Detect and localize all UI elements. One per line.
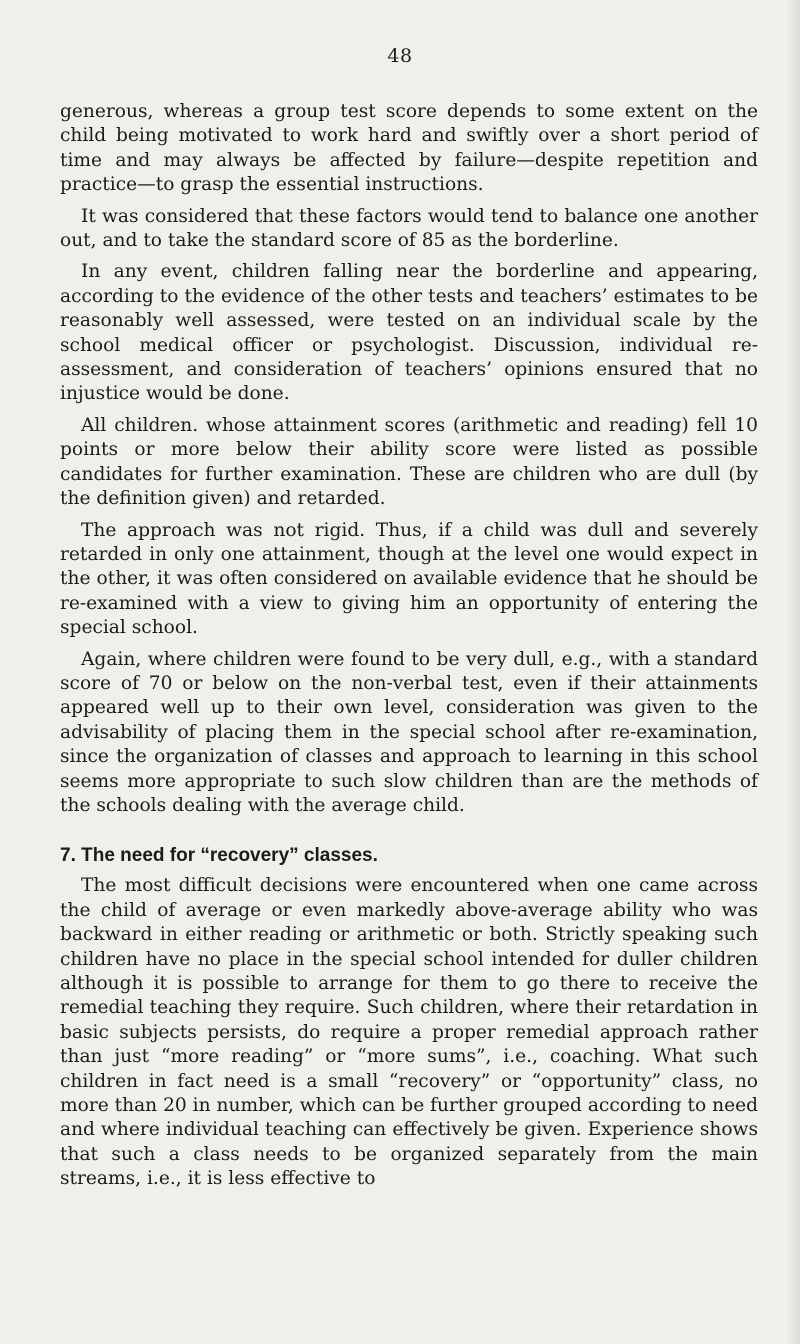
paragraph-4: All children. whose attainment scores (arithmetic and reading) fell 10 points or more below their ability score were listed as possible candidates for further examination. These are children who are dull (by the definition given) and retarded.	[60, 414, 758, 510]
paragraph-5: The approach was not rigid. Thus, if a child was dull and severely retarded in only one attainment, though at the level one would expect in the other, it was often considered on available evidence that he should be re-examined with a view to giving him an opportunity of entering the special school.	[60, 519, 758, 639]
paragraph-6: Again, where children were found to be very dull, e.g., with a standard score of 70 or below on the non-verbal test, even if their attainments appeared well up to their own level, consideration was given to the advisability of placing them in the special school after re-examination, since the organization of classes and approach to learning in this school seems more appropriate to such slow children than are the methods of the schools dealing with the average child.	[60, 648, 758, 816]
page-number: 48	[387, 45, 413, 67]
paragraph-1: generous, whereas a group test score depends to some extent on the child being motivated to work hard and swiftly over a short period of time and may always be affected by failure—despite repetition and practice—to grasp the essential instructions.	[60, 101, 758, 196]
paragraph-3: In any event, children falling near the borderline and appearing, according to the evidence of the other tests and teachers’ estimates to be reasonably well assessed, were tested on an individual scale by the school medical officer or psychologist. Discussion, individual re-assessment, and consideration of teachers’ opinions ensured that no injustice would be done.	[60, 261, 758, 405]
section-heading: 7. The need for “recovery” classes.	[60, 845, 378, 867]
section-paragraph-1: The most difficult decisions were encountered when one came across the child of average or even markedly above-average ability who was backward in either reading or arithmetic or both. Strictly speaking such children have no place in the special school intended for duller children although it is possible to arrange for them to go there to receive the remedial teaching they require. Such children, where their retardation in basic subjects persists, do require a proper remedial approach rather than just “more reading” or “more sums”, i.e., coaching. What such children in fact need is a small “recovery” or “opportunity” class, no more than 20 in number, which can be further grouped according to need and where individual teaching can effectively be given. Experience shows that such a class needs to be organized separately from the main streams, i.e., it is less effective to	[60, 875, 758, 1190]
page-edge-shadow	[786, 0, 800, 1344]
paragraph-2: It was considered that these factors would tend to balance one another out, and to take the standard score of 85 as the borderline.	[60, 205, 758, 252]
body-text	[60, 100, 758, 1199]
